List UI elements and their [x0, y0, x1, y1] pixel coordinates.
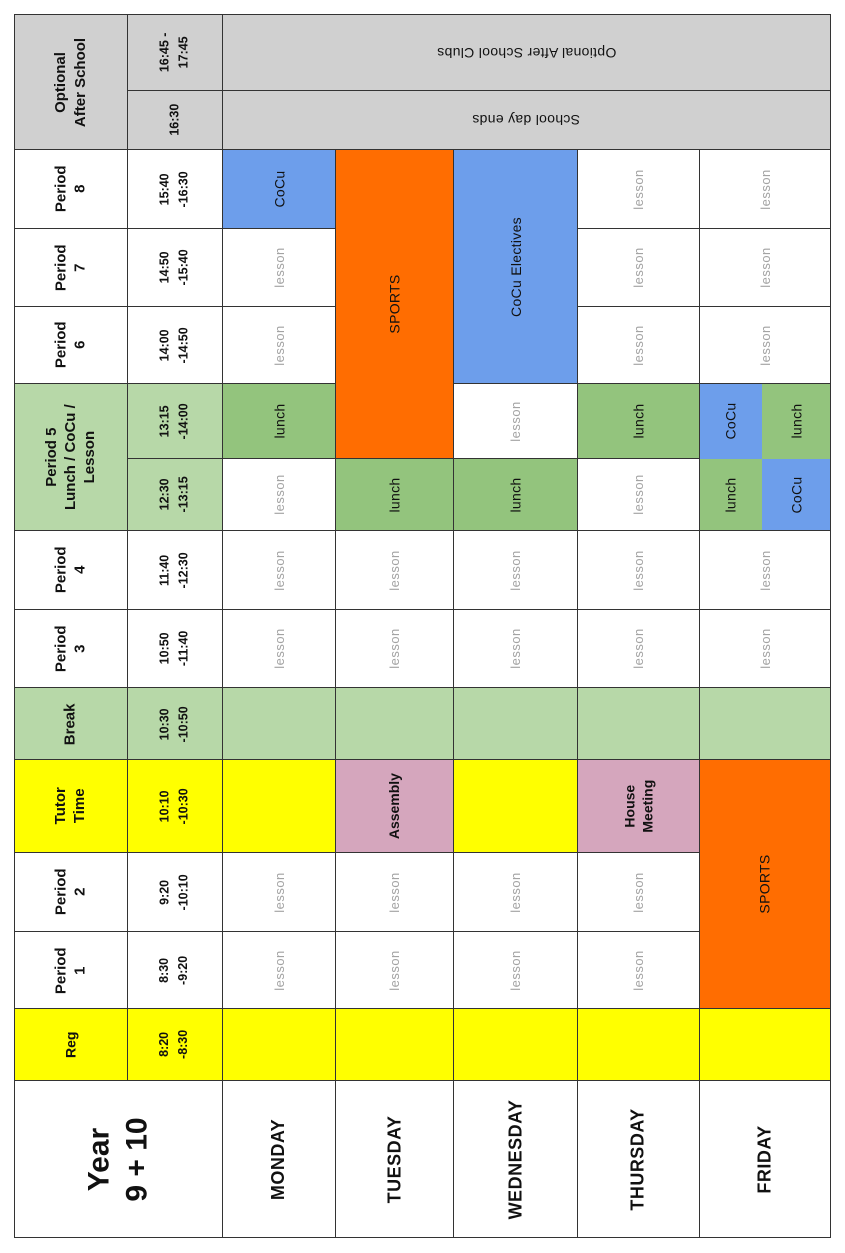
after-school-label-line2: After School — [72, 37, 89, 127]
period-6-time — [127, 306, 223, 384]
tutor-time-time — [127, 759, 223, 853]
period-label-line1: Period — [52, 868, 70, 916]
period-label-line1: Period — [52, 165, 70, 213]
cell-text: lesson — [386, 950, 402, 991]
monday-period-1 — [222, 931, 336, 1010]
cell-text: lesson — [507, 549, 523, 591]
reg-time — [127, 1008, 223, 1081]
period-label-line2: 1 — [71, 966, 88, 975]
cell-text: lesson — [757, 549, 773, 591]
day-wednesday — [453, 1080, 578, 1238]
period-label-line2: 6 — [71, 340, 88, 350]
day-tuesday — [335, 1080, 454, 1238]
period-8-time — [127, 149, 223, 229]
cell-text: lesson — [386, 871, 402, 913]
cell-text: lesson — [271, 549, 287, 591]
time-line1: 8:30 — [157, 957, 172, 984]
time-line2: -11:40 — [176, 630, 191, 667]
wednesday-period-3 — [453, 609, 578, 688]
house-meeting-line1: House — [621, 784, 638, 828]
year-title-line2: 9 + 10 — [120, 1116, 154, 1202]
wednesday-period-2 — [453, 852, 578, 932]
time-line1: 13:15 — [157, 405, 172, 437]
break-time — [127, 687, 223, 761]
day-label: WEDNESDAY — [504, 1099, 525, 1219]
ends-time — [127, 90, 223, 150]
time-line1: 14:00 — [157, 329, 172, 361]
thursday-period-5a — [577, 383, 700, 459]
cell-text: lesson — [271, 871, 287, 913]
period-7-time — [127, 228, 223, 307]
wednesday-break — [453, 687, 578, 761]
house-meeting-line2: Meeting — [639, 779, 656, 833]
cell-text: SPORTS — [757, 854, 773, 914]
period-label-line2: 2 — [71, 887, 88, 897]
time-line2: -12:30 — [176, 551, 191, 589]
cell-text: lesson — [757, 247, 773, 288]
cell-text: lesson — [271, 474, 287, 515]
monday-tutor-time — [222, 759, 336, 853]
tuesday-period-4 — [335, 530, 454, 610]
period-5-label — [14, 383, 128, 531]
thursday-break — [577, 687, 700, 761]
friday-period-4 — [699, 530, 831, 610]
cell-text: CoCu — [271, 170, 287, 208]
period-7-label — [14, 228, 128, 307]
day-label: MONDAY — [268, 1118, 289, 1200]
tuesday-period-1 — [335, 931, 454, 1010]
cell-text: lunch — [630, 403, 647, 439]
cell-text: lesson — [630, 628, 646, 669]
period-8-label — [14, 149, 128, 229]
period-label-line1: Tutor — [52, 787, 70, 825]
period-label-line1: Period — [52, 244, 70, 291]
cell-text: CoCu — [722, 402, 739, 440]
friday-period-3 — [699, 609, 831, 688]
period-5a-time — [127, 383, 223, 459]
monday-period-4 — [222, 530, 336, 610]
time-line2: -14:50 — [176, 326, 191, 364]
period-2-time — [127, 852, 223, 932]
school-ends-banner — [222, 90, 831, 150]
cell-text: lesson — [507, 628, 523, 669]
clubs-time — [127, 14, 223, 91]
period-label-line1: Period — [52, 321, 70, 369]
monday-reg — [222, 1008, 336, 1081]
period-label-line1: Reg — [62, 1031, 79, 1058]
time-line1: 10:10 — [157, 790, 172, 822]
clubs-time-line2: 17:45 — [176, 36, 191, 69]
cell-text: lesson — [386, 628, 402, 669]
cell-text: lunch — [722, 477, 739, 513]
day-thursday — [577, 1080, 700, 1238]
period-label-line2: Time — [71, 788, 88, 824]
period-6-label — [14, 306, 128, 384]
time-line1: 12:30 — [157, 478, 172, 511]
ends-time-text: 16:30 — [167, 104, 182, 136]
cell-text: lunch — [386, 477, 403, 512]
time-line1: 11:40 — [157, 554, 172, 586]
period-label-line2: 4 — [71, 565, 88, 575]
cell-text: Assembly — [386, 772, 403, 840]
cell-text: lesson — [630, 324, 646, 366]
period-3-time — [127, 609, 223, 688]
tuesday-period-3 — [335, 609, 454, 688]
period-label-line2: 3 — [71, 644, 88, 653]
cell-text: lunch — [271, 403, 287, 439]
time-line2: -15:40 — [176, 249, 191, 286]
cell-text: lesson — [271, 324, 287, 366]
time-line2: -13:15 — [176, 476, 191, 513]
wednesday-tutor-time — [453, 759, 578, 853]
monday-period-2 — [222, 852, 336, 932]
cell-text: lesson — [630, 871, 646, 913]
day-label: TUESDAY — [383, 1115, 404, 1203]
period-label-line1: Period — [52, 546, 70, 594]
clubs-banner — [222, 14, 831, 91]
thursday-period-4 — [577, 530, 700, 610]
clubs-text: Optional After School Clubs — [436, 44, 617, 61]
cell-text: lesson — [507, 950, 523, 991]
day-friday — [699, 1080, 831, 1238]
time-line1: 9:20 — [157, 879, 172, 905]
friday-sports — [699, 759, 831, 1009]
cell-text: lesson — [271, 950, 287, 991]
time-line2: -9:20 — [177, 955, 191, 986]
monday-period-6 — [222, 306, 336, 384]
time-line1: 14:50 — [157, 251, 172, 284]
period-label-line2: 8 — [71, 184, 88, 194]
tuesday-reg — [335, 1008, 454, 1081]
cell-text: lesson — [271, 628, 287, 669]
cell-text: lesson — [630, 247, 646, 288]
monday-period-7 — [222, 228, 336, 307]
cell-text: CoCu Electives — [507, 216, 524, 317]
time-line1: 8:20 — [157, 1031, 172, 1058]
cell-text: lunch — [507, 477, 524, 512]
day-label: THURSDAY — [627, 1107, 648, 1211]
monday-period-5b — [222, 458, 336, 531]
cell-text: lesson — [507, 871, 523, 913]
period-label-line1: Period 5 — [42, 427, 60, 487]
friday-reg — [699, 1008, 831, 1081]
tuesday-break — [335, 687, 454, 761]
thursday-house-meeting — [577, 759, 700, 853]
period-3-label — [14, 609, 128, 688]
time-line2: -16:30 — [176, 170, 191, 208]
period-5b-time — [127, 458, 223, 531]
period-label-line2: Lunch / CoCu / — [61, 404, 79, 510]
time-line1: 10:50 — [157, 632, 172, 665]
period-label-line3: Lesson — [80, 430, 98, 484]
monday-period-3 — [222, 609, 336, 688]
cell-text: CoCu — [788, 476, 805, 514]
time-line2: -10:30 — [176, 787, 191, 825]
monday-period-5a — [222, 383, 336, 459]
thursday-period-8 — [577, 149, 700, 229]
period-1-time — [127, 931, 223, 1010]
cell-text: lesson — [630, 549, 646, 591]
school-ends-text: School day ends — [472, 112, 581, 128]
clubs-time-line1: 16:45 - — [157, 32, 172, 73]
tuesday-assembly — [335, 759, 454, 853]
cell-text: lesson — [757, 628, 773, 669]
wednesday-period-4 — [453, 530, 578, 610]
after-school-header — [14, 14, 128, 150]
period-label-line1: Period — [52, 947, 70, 994]
tuesday-sports — [335, 149, 454, 459]
cell-text: lesson — [630, 474, 646, 515]
time-line2: -8:30 — [177, 1029, 191, 1060]
after-school-label-line1: Optional — [52, 51, 70, 113]
cell-text: lesson — [630, 168, 646, 210]
tuesday-period-2 — [335, 852, 454, 932]
cell-text: lesson — [507, 400, 523, 442]
day-label: FRIDAY — [754, 1124, 775, 1194]
friday-period-5-frame — [699, 383, 831, 531]
wednesday-period-5b — [453, 458, 578, 531]
friday-period-6 — [699, 306, 831, 384]
tutor-time-label — [14, 759, 128, 853]
thursday-reg — [577, 1008, 700, 1081]
time-line1: 10:30 — [157, 708, 172, 740]
day-monday — [222, 1080, 336, 1238]
thursday-period-7 — [577, 228, 700, 307]
period-label-line2: 7 — [71, 263, 88, 272]
cell-text: SPORTS — [386, 274, 403, 334]
period-1-label — [14, 931, 128, 1010]
period-label-line1: Break — [61, 703, 79, 745]
cell-text: lesson — [757, 324, 773, 366]
period-2-label — [14, 852, 128, 932]
reg-label — [14, 1008, 128, 1081]
time-line2: -14:00 — [176, 402, 191, 440]
wednesday-cocu-electives — [453, 149, 578, 384]
cell-text: lesson — [757, 168, 773, 210]
tuesday-period-5b — [335, 458, 454, 531]
cell-text: lesson — [271, 247, 287, 288]
wednesday-reg — [453, 1008, 578, 1081]
thursday-period-6 — [577, 306, 700, 384]
year-title-line1: Year — [83, 1127, 116, 1191]
thursday-period-1 — [577, 931, 700, 1010]
year-title — [14, 1080, 223, 1238]
break-label — [14, 687, 128, 761]
thursday-period-3 — [577, 609, 700, 688]
period-4-label — [14, 530, 128, 610]
friday-period-8 — [699, 149, 831, 229]
thursday-period-2 — [577, 852, 700, 932]
cell-text: lunch — [788, 403, 805, 439]
monday-break — [222, 687, 336, 761]
friday-break — [699, 687, 831, 761]
cell-text: lesson — [386, 549, 402, 591]
cell-text: lesson — [630, 950, 646, 991]
friday-period-7 — [699, 228, 831, 307]
wednesday-period-5a — [453, 383, 578, 459]
monday-period-8 — [222, 149, 336, 229]
wednesday-period-1 — [453, 931, 578, 1010]
time-line2: -10:10 — [176, 873, 191, 911]
time-line2: -10:50 — [176, 705, 191, 743]
period-4-time — [127, 530, 223, 610]
time-line1: 15:40 — [157, 173, 172, 205]
period-label-line1: Period — [52, 625, 70, 672]
thursday-period-5b — [577, 458, 700, 531]
